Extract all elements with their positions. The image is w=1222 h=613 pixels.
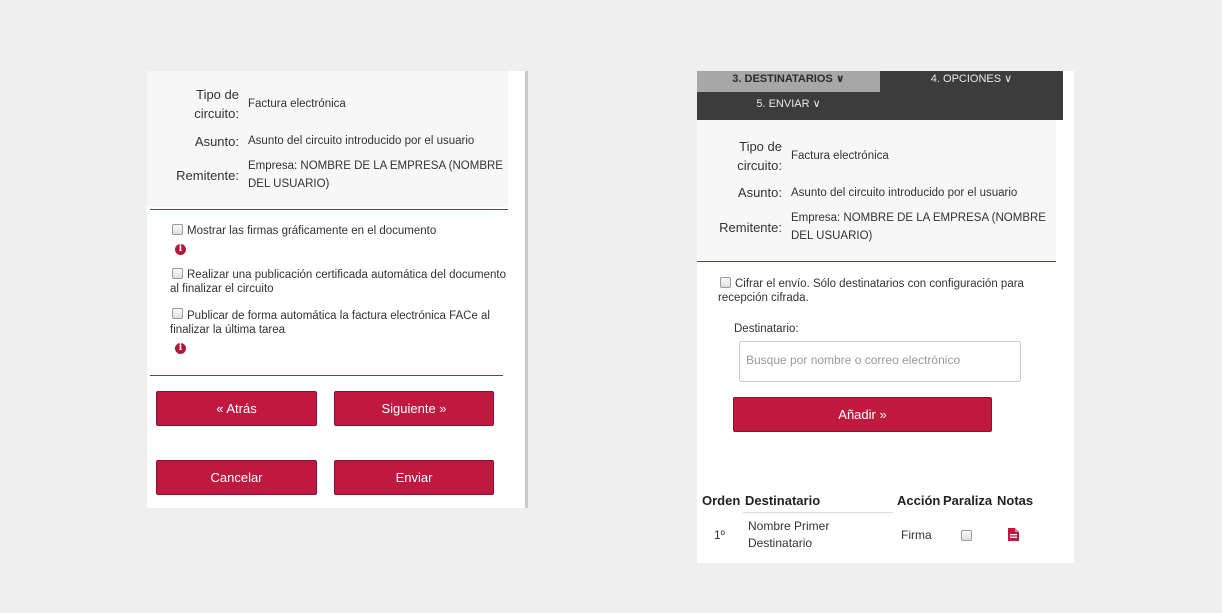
tipo-label: Tipo de circuito: <box>737 139 782 173</box>
face-publication-checkbox[interactable] <box>172 308 183 319</box>
document-icon[interactable] <box>1008 528 1019 546</box>
next-button[interactable]: Siguiente » <box>334 391 494 426</box>
chevron-down-icon: ∨ <box>812 98 821 110</box>
tab-enviar[interactable]: 5. ENVIAR ∨ <box>756 98 821 110</box>
asunto-value: Asunto del circuito introducido por el usuario <box>791 187 1018 199</box>
row-destinatario: Nombre Primer Destinatario <box>748 519 830 550</box>
panel-scroll-edge <box>525 71 528 508</box>
row-orden: 1º <box>714 528 726 542</box>
certified-publication-checkbox[interactable] <box>172 268 183 279</box>
divider <box>150 375 503 376</box>
tipo-label: Tipo de circuito: <box>194 87 239 121</box>
remitente-value: Empresa: NOMBRE DE LA EMPRESA (NOMBRE DEL USUARIO) <box>791 212 1046 242</box>
row-accion: Firma <box>901 528 932 542</box>
remitente-label: Remitente: <box>176 168 239 183</box>
asunto-label: Asunto: <box>737 185 782 200</box>
left-panel <box>147 71 525 508</box>
col-orden-header: Orden <box>702 493 741 508</box>
show-signatures-checkbox[interactable] <box>172 224 183 235</box>
cancel-button[interactable]: Cancelar <box>156 460 317 495</box>
chevron-down-icon: ∨ <box>835 73 845 85</box>
col-notas-header: Notas <box>997 493 1034 508</box>
encrypt-checkbox[interactable] <box>720 277 731 288</box>
col-destinatario-header: Destinatario <box>745 493 821 508</box>
send-button[interactable]: Enviar <box>334 460 494 495</box>
divider <box>150 209 508 210</box>
back-button[interactable]: « Atrás <box>156 391 317 426</box>
tipo-value: Factura electrónica <box>248 98 346 110</box>
info-icon[interactable]: i <box>175 244 186 255</box>
chevron-down-icon: ∨ <box>1004 73 1013 85</box>
right-panel <box>697 71 1074 563</box>
destinatario-label: Destinatario: <box>734 323 799 335</box>
tipo-value: Factura electrónica <box>791 150 889 162</box>
tab-opciones[interactable]: 4. OPCIONES ∨ <box>930 73 1013 85</box>
circuit-summary <box>697 120 1056 260</box>
col-accion-header: Acción <box>897 493 941 508</box>
show-signatures-label: Mostrar las firmas gráficamente en el documento <box>187 225 437 237</box>
encrypt-label-cont: recepción cifrada. <box>718 292 809 304</box>
encrypt-label: Cifrar el envío. Sólo destinatarios con configuración para <box>735 278 1024 290</box>
asunto-label: Asunto: <box>194 134 239 149</box>
certified-publication-label: Realizar una publicación certificada automática del documento <box>187 269 506 281</box>
circuit-summary <box>147 71 508 207</box>
paraliza-checkbox[interactable] <box>961 530 972 541</box>
header-underline <box>743 512 893 513</box>
remitente-label: Remitente: <box>719 220 782 235</box>
certified-publication-label-cont: al finalizar el circuito <box>170 283 274 295</box>
remitente-value: Empresa: NOMBRE DE LA EMPRESA (NOMBRE DEL USUARIO) <box>248 160 503 190</box>
col-paraliza-header: Paraliza <box>943 493 993 508</box>
info-icon[interactable]: i <box>175 343 186 354</box>
face-publication-label-cont: finalizar la última tarea <box>170 324 286 336</box>
asunto-value: Asunto del circuito introducido por el usuario <box>248 135 475 147</box>
tab-destinatarios[interactable]: 3. DESTINATARIOS ∨ <box>697 71 880 92</box>
divider <box>697 261 1056 262</box>
face-publication-label: Publicar de forma automática la factura electrónica FACe al <box>187 310 490 322</box>
recipient-search-input[interactable]: Busque por nombre o correo electrónico <box>739 341 1021 382</box>
add-recipient-button[interactable]: Añadir » <box>733 397 992 432</box>
